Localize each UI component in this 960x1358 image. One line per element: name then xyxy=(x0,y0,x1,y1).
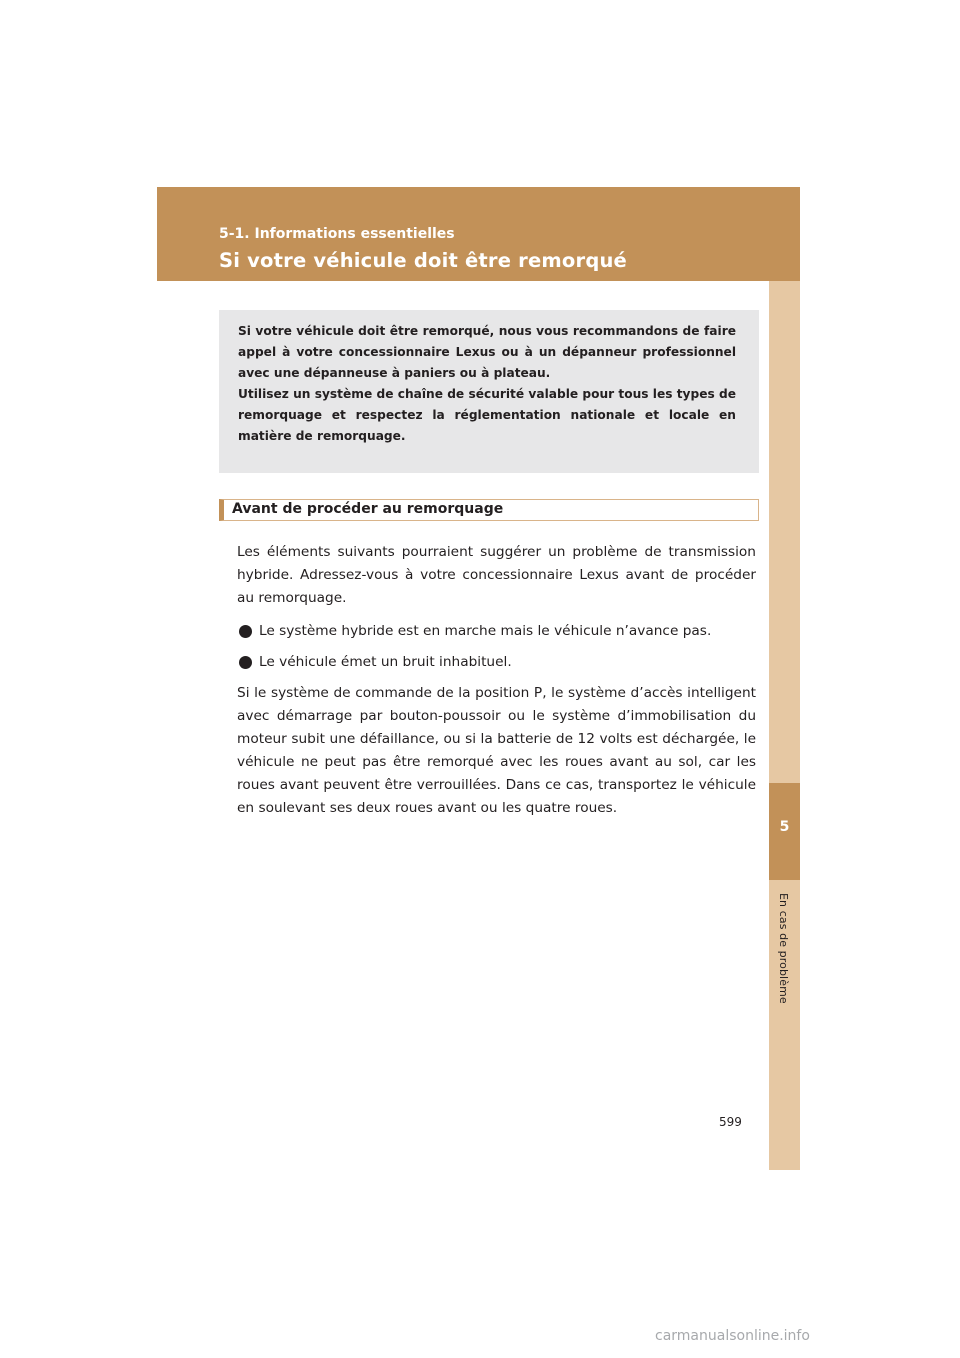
body-text xyxy=(237,541,756,830)
watermark: carmanualsonline.info xyxy=(655,1328,810,1344)
side-strip xyxy=(769,281,800,1170)
chapter-label-text: En cas de problème xyxy=(777,893,790,1004)
chapter-label xyxy=(769,893,800,1033)
chapter-tab[interactable] xyxy=(769,783,800,880)
intro-text xyxy=(238,321,736,447)
list-item xyxy=(237,620,756,643)
section-label: 5-1. Informations essentielles xyxy=(219,226,455,242)
list-item xyxy=(237,651,756,674)
intro-box xyxy=(219,310,759,473)
header-band xyxy=(157,187,800,281)
page-number: 599 xyxy=(719,1115,742,1129)
bullet-icon xyxy=(239,656,252,669)
subsection-heading-bar xyxy=(219,499,759,521)
page-title: Si votre véhicule doit être remorqué xyxy=(219,249,627,272)
lead-paragraph: Les éléments suivants pourraient suggérer un problème de transmission hybride. Adressez-vous à votre concessionnaire Lexus avant de procéder au remorquage. xyxy=(237,544,756,606)
bullet-text: Le système hybride est en marche mais le véhicule n’avance pas. xyxy=(259,623,712,639)
note-paragraph: Si le système de commande de la position P, le système d’accès intelligent avec démarrage par bouton-poussoir ou le système d’immobilisation du moteur subit une défaillance, ou si la batterie de 12 volts est déchargée, le véhicule ne peut pas être remorqué avec les roues avant au sol, car les roues avant peuvent être verrouillées. Dans ce cas, transportez le véhicule en soulevant ses deux roues avant ou les quatre roues. xyxy=(237,685,756,816)
bullet-icon xyxy=(239,625,252,638)
intro-paragraph: Utilisez un système de chaîne de sécurité valable pour tous les types de remorquage et respectez la réglementation nationale et locale en matière de remorquage. xyxy=(238,387,736,443)
intro-paragraph: Si votre véhicule doit être remorqué, nous vous recommandons de faire appel à votre concessionnaire Lexus ou à un dépanneur professionnel avec une dépanneuse à paniers ou à plateau. xyxy=(238,324,736,380)
subsection-title: Avant de procéder au remorquage xyxy=(232,501,504,517)
chapter-number: 5 xyxy=(779,819,790,835)
bullet-text: Le véhicule émet un bruit inhabituel. xyxy=(259,654,512,670)
